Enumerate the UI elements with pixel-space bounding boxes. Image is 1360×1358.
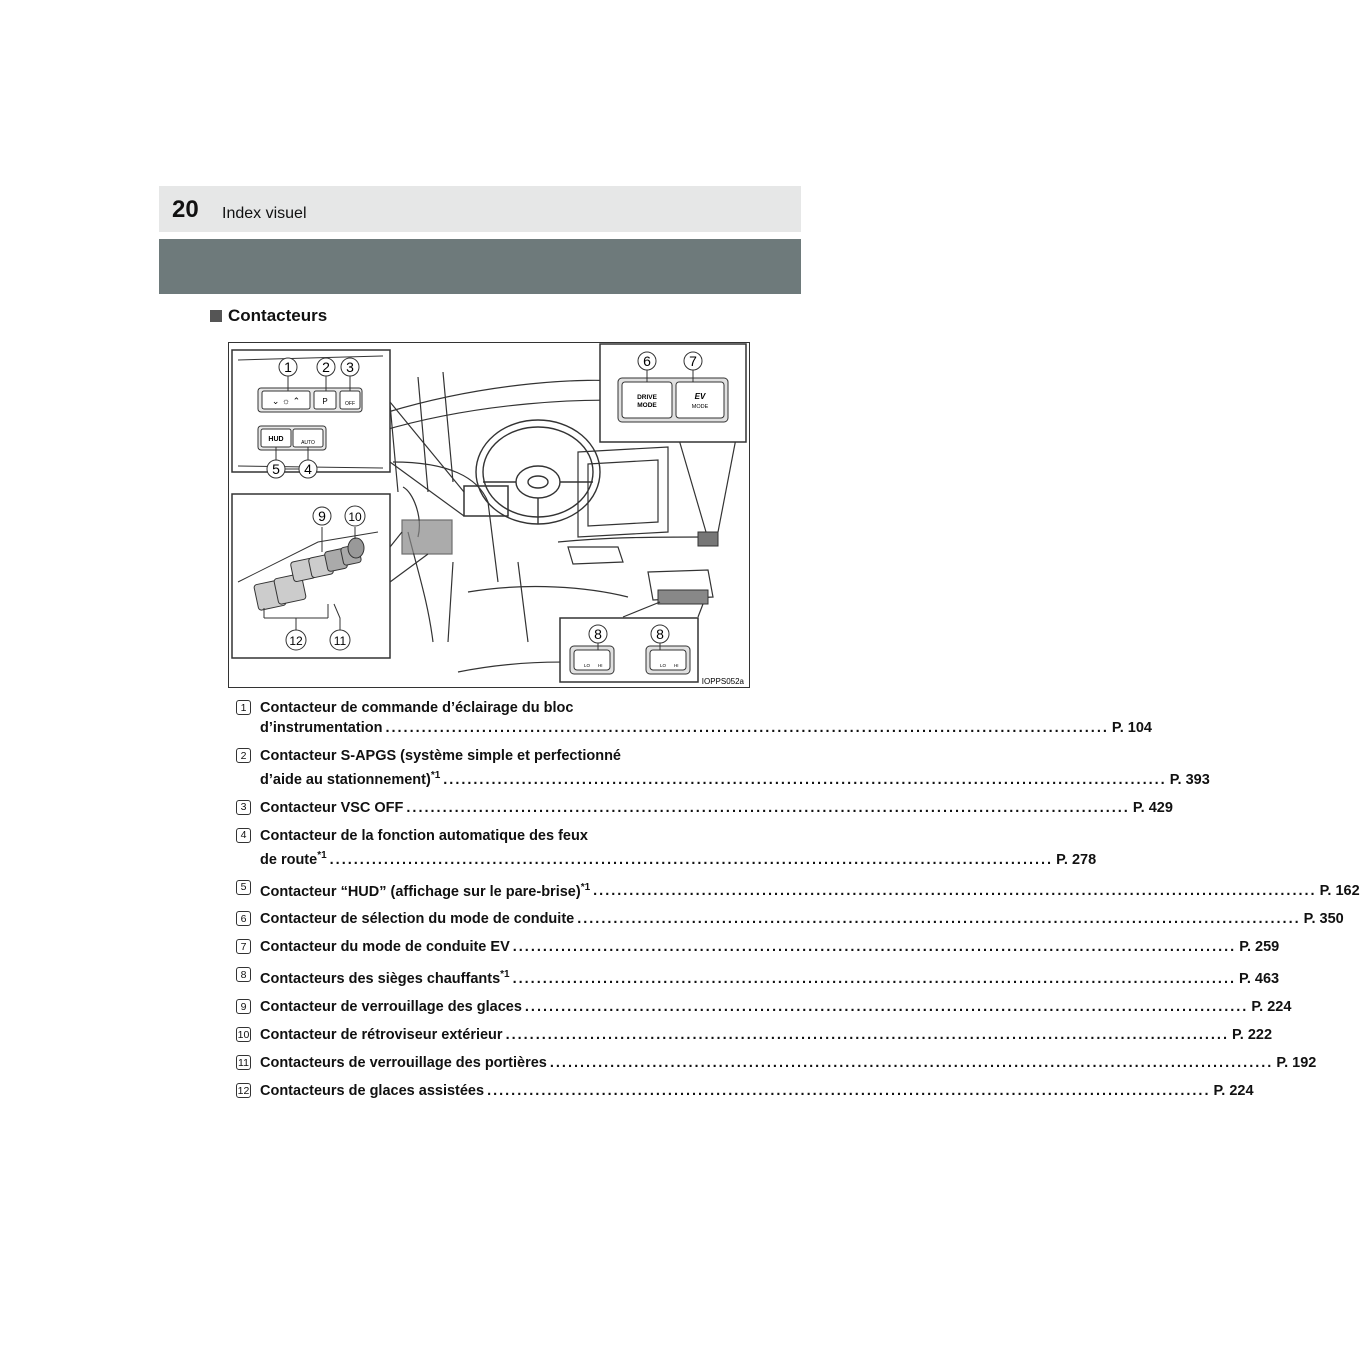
svg-text:LO: LO (584, 663, 591, 668)
svg-text:10: 10 (348, 510, 362, 524)
leader-dots: ........................................................................................................................ (512, 971, 1237, 988)
list-item (236, 798, 1173, 818)
svg-text:⌄ ☼ ⌃: ⌄ ☼ ⌃ (271, 396, 301, 406)
leader-dots: ........................................................................................................................ (524, 999, 1249, 1016)
section-name: Index visuel (222, 205, 307, 222)
svg-text:HUD: HUD (268, 436, 284, 443)
footnote-marker: *1 (580, 881, 591, 893)
square-bullet-icon (210, 310, 222, 322)
item-text: Contacteurs des sièges chauffants$^{*1}$ (260, 969, 510, 988)
item-text: Contacteur du mode de conduite EV (260, 939, 510, 956)
svg-text:MODE: MODE (691, 404, 709, 410)
page-reference: P. 192 (1276, 1055, 1317, 1072)
list-item (236, 826, 1097, 870)
svg-text:P: P (322, 397, 328, 406)
item-number: 7 (236, 939, 251, 954)
list-item (236, 965, 1280, 989)
svg-text:1: 1 (284, 359, 292, 375)
page-reference: P. 393 (1169, 771, 1210, 788)
switch-index-list (236, 698, 1360, 1109)
item-text: Contacteur de rétroviseur extérieur (260, 1027, 503, 1044)
item-number: 11 (236, 1055, 251, 1070)
item-text-line1: Contacteur de commande d’éclairage du bloc (260, 700, 574, 716)
list-item (236, 909, 1344, 929)
list-item (236, 746, 1210, 790)
list-item (236, 698, 1152, 738)
svg-text:OFF: OFF (345, 401, 355, 407)
leader-dots: ........................................................................................................................ (549, 1055, 1274, 1072)
svg-text:EV: EV (694, 392, 706, 401)
page-reference: P. 224 (1213, 1083, 1254, 1100)
page-reference: P. 162 (1319, 883, 1360, 900)
leader-dots: ........................................................................................................................ (385, 720, 1109, 736)
svg-text:DRIVE: DRIVE (637, 394, 657, 401)
page-reference: P. 278 (1056, 851, 1097, 868)
item-text: Contacteur “HUD” (affichage sur le pare-brise)$^{*1}$ (260, 881, 591, 900)
leader-dots: ........................................................................................................................ (487, 1083, 1211, 1100)
item-text-line1: Contacteur S-APGS (système simple et perfectionné (260, 748, 621, 764)
svg-text:AUTO: AUTO (301, 440, 315, 446)
item-text: Contacteur de sélection du mode de conduite (260, 911, 575, 928)
dashboard-illustration (228, 342, 750, 688)
svg-text:LO: LO (660, 663, 667, 668)
list-item (236, 878, 1360, 902)
inset-drive-mode-switches (600, 344, 746, 442)
list-item (236, 1053, 1317, 1073)
item-text: d’aide au stationnement)$^{*1}$ (260, 770, 441, 788)
footnote-marker: *1 (430, 770, 441, 781)
footnote-marker: *1 (317, 849, 327, 861)
inset-seat-heater-switches (560, 618, 698, 682)
svg-text:6: 6 (643, 353, 651, 369)
page-reference: P. 224 (1251, 999, 1292, 1016)
svg-text:HI: HI (674, 663, 679, 668)
list-item (236, 937, 1280, 957)
item-text: d’instrumentation (260, 720, 383, 736)
page-reference: P. 104 (1111, 720, 1152, 736)
svg-text:2: 2 (322, 359, 330, 375)
item-text: Contacteur de verrouillage des glaces (260, 999, 522, 1016)
svg-text:8: 8 (594, 626, 602, 642)
page-reference: P. 259 (1239, 939, 1280, 956)
list-item (236, 1081, 1254, 1101)
section-band (159, 239, 801, 294)
item-text-line1: Contacteur de la fonction automatique des feux (260, 827, 588, 844)
item-number: 9 (236, 999, 251, 1014)
page-number: 20 (172, 196, 199, 223)
list-item (236, 997, 1292, 1017)
svg-text:9: 9 (318, 508, 326, 524)
leader-dots: ........................................................................................................................ (505, 1027, 1229, 1044)
page-reference: P. 350 (1303, 911, 1344, 928)
item-number: 6 (236, 911, 251, 926)
inset-door-switches (232, 494, 390, 658)
svg-text:11: 11 (333, 634, 347, 648)
svg-text:8: 8 (656, 626, 664, 642)
leader-dots: ........................................................................................................................ (406, 799, 1130, 816)
item-number: 8 (236, 967, 251, 982)
leader-dots: ........................................................................................................................ (329, 851, 1054, 868)
item-text: Contacteurs de glaces assistées (260, 1083, 485, 1100)
item-number: 1 (236, 700, 251, 715)
item-number: 5 (236, 880, 251, 895)
leader-dots: ........................................................................................................................ (443, 771, 1167, 788)
item-number: 2 (236, 748, 251, 763)
item-number: 10 (237, 1028, 250, 1041)
section-title (210, 306, 327, 326)
page-reference: P. 429 (1132, 799, 1173, 816)
list-item (236, 1025, 1273, 1045)
item-number: 3 (236, 800, 251, 815)
svg-text:3: 3 (346, 359, 354, 375)
leader-dots: ........................................................................................................................ (577, 911, 1301, 928)
svg-text:5: 5 (272, 461, 280, 477)
item-text: de route$^{*1}$ (260, 849, 327, 868)
svg-text:HI: HI (598, 663, 603, 668)
section-title-text: Contacteurs (228, 306, 328, 325)
item-number: 4 (236, 828, 251, 843)
figure-code: IOPPS052a (701, 677, 744, 686)
page-reference: P. 222 (1232, 1027, 1273, 1044)
inset-instrument-switches (232, 350, 390, 472)
leader-dots: ........................................................................................................................ (512, 939, 1237, 956)
svg-text:4: 4 (304, 461, 312, 477)
svg-text:MODE: MODE (637, 402, 657, 409)
item-text: Contacteurs de verrouillage des portières (260, 1055, 547, 1072)
svg-text:7: 7 (689, 353, 697, 369)
item-number: 12 (237, 1084, 250, 1097)
page-reference: P. 463 (1239, 971, 1280, 988)
footnote-marker: *1 (500, 969, 510, 981)
svg-text:12: 12 (289, 634, 303, 648)
item-text: Contacteur VSC OFF (260, 799, 404, 816)
leader-dots: ........................................................................................................................ (593, 883, 1317, 900)
